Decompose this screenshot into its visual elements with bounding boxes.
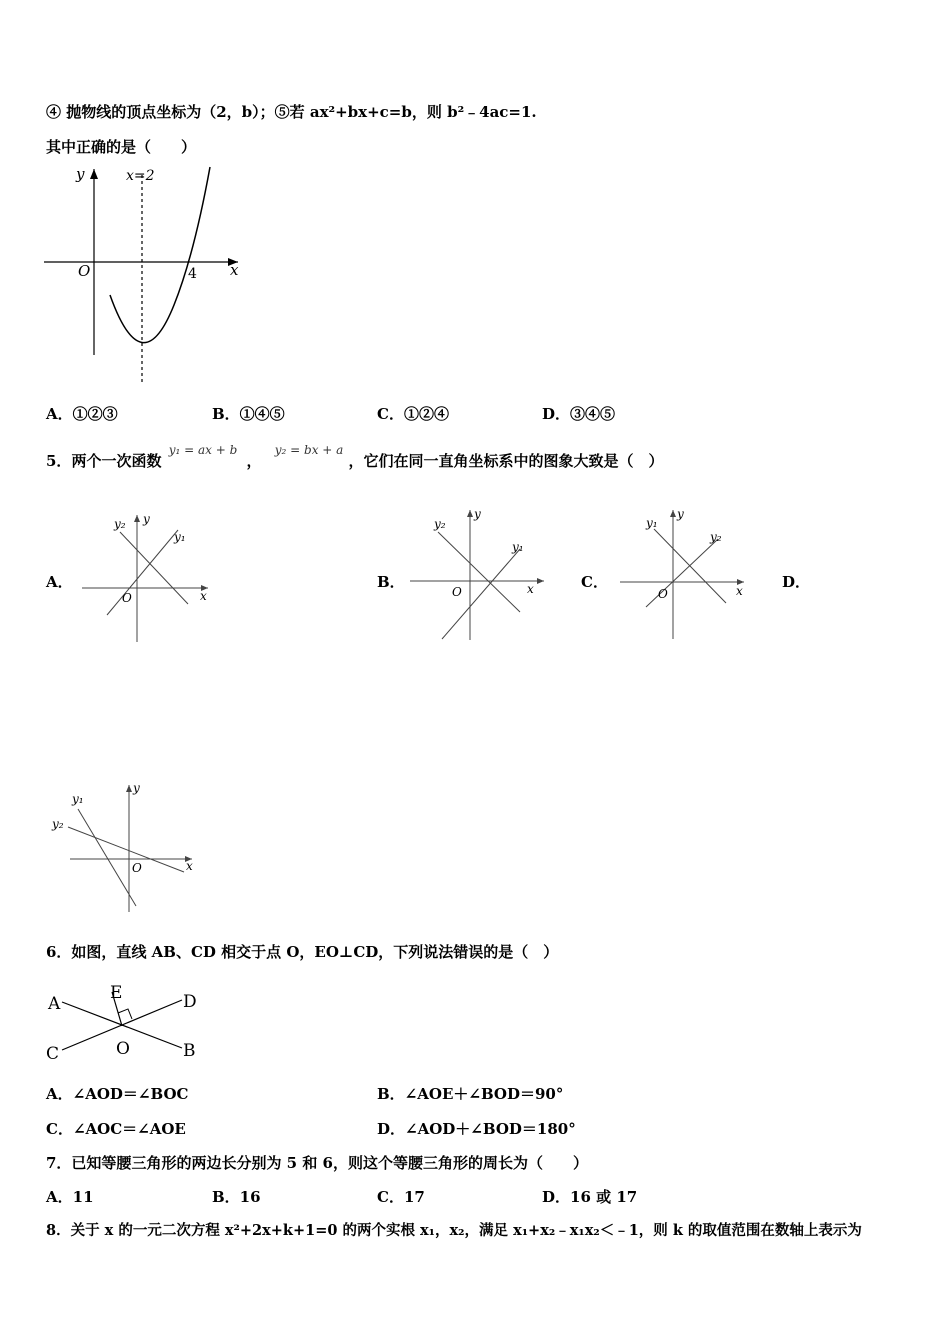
q6-label-e: E — [110, 983, 123, 1003]
q5-sep: ， — [246, 452, 262, 470]
q4-root-label: 4 — [188, 266, 197, 282]
q5-graph-d — [50, 782, 200, 917]
q5d-y1-label: y₁ — [72, 792, 84, 806]
q4-option-d[interactable]: D．③④⑤ — [542, 405, 616, 423]
q6-label-d: D — [183, 992, 197, 1012]
q4-statement-line: ④ 抛物线的顶点坐标为（2，b）；⑤若 ax²+bx+c=b，则 b²﹣4ac=1. — [46, 103, 537, 121]
q5-question — [46, 443, 664, 472]
q4-option-c[interactable]: C．①②④ — [377, 405, 449, 423]
q5c-y-label: y — [677, 507, 684, 521]
q6-option-d[interactable]: D．∠AOD＋∠BOD＝180° — [377, 1120, 576, 1138]
q6-label-a: A — [48, 994, 61, 1014]
q6-label-o: O — [116, 1039, 130, 1059]
q5b-y2-label: y₂ — [434, 517, 446, 531]
q4-prompt: 其中正确的是（ ） — [46, 138, 197, 156]
q5a-y1-label: y₁ — [174, 530, 186, 544]
q6-option-c[interactable]: C．∠AOC＝∠AOE — [46, 1120, 186, 1138]
q7-option-d[interactable]: D．16 或 17 — [542, 1188, 638, 1206]
q5-text-pre: 两个一次函数 — [71, 452, 162, 470]
q5b-y1-label: y₁ — [512, 540, 524, 554]
q6-figure — [44, 978, 214, 1068]
q5-option-d[interactable]: D． — [782, 573, 811, 591]
q5-func2: y₂ = bx + a — [274, 443, 344, 457]
q7-option-c[interactable]: C．17 — [377, 1188, 425, 1206]
q5a-x-label: x — [200, 589, 207, 603]
q5-option-a[interactable]: A． — [46, 573, 73, 591]
q5-option-b[interactable]: B． — [377, 573, 405, 591]
q4-y-label: y — [76, 165, 85, 183]
q5-text-post: ，它们在同一直角坐标系中的图象大致是（ ） — [348, 452, 664, 470]
q7-question: 7．已知等腰三角形的两边长分别为 5 和 6，则这个等腰三角形的周长为（ ） — [46, 1154, 588, 1172]
q8-question: 8．关于 x 的一元二次方程 x²+2x+k+1=0 的两个实根 x₁，x₂，满足 x₁+x₂﹣x₁x₂＜﹣1，则 k 的取值范围在数轴上表示为 — [46, 1222, 862, 1239]
q5d-y-label: y — [133, 781, 140, 795]
q6-label-c: C — [46, 1044, 60, 1064]
q5b-y-label: y — [474, 507, 481, 521]
q4-parabola-graph — [44, 165, 244, 387]
q7-option-a[interactable]: A．11 — [46, 1188, 94, 1206]
q5c-y1-label: y₁ — [646, 516, 658, 530]
q5-func1: y₁ = ax + b — [168, 443, 238, 457]
q4-option-b[interactable]: B．①④⑤ — [212, 405, 285, 423]
q4-origin-label: O — [78, 262, 91, 280]
q5-graph-a — [80, 510, 215, 645]
q6-option-a[interactable]: A．∠AOD＝∠BOC — [46, 1085, 189, 1103]
q5c-o-label: O — [658, 587, 668, 601]
q5-graph-b — [408, 505, 548, 645]
q5-number: 5． — [46, 452, 72, 470]
q5d-y2-label: y₂ — [52, 817, 64, 831]
q5a-o-label: O — [122, 591, 132, 605]
q5-option-c[interactable]: C． — [581, 573, 608, 591]
q5a-y2-label: y₂ — [114, 517, 126, 531]
q7-option-b[interactable]: B．16 — [212, 1188, 261, 1206]
q4-vline-label: x=2 — [126, 168, 155, 184]
q4-option-a[interactable]: A．①②③ — [46, 405, 118, 423]
q4-x-label: x — [230, 261, 239, 279]
q5a-y-label: y — [143, 512, 150, 526]
q5d-o-label: O — [132, 861, 142, 875]
q5c-x-label: x — [736, 584, 743, 598]
q6-option-b[interactable]: B．∠AOE＋∠BOD＝90° — [377, 1085, 564, 1103]
q6-question: 6．如图，直线 AB、CD 相交于点 O，EO⊥CD，下列说法错误的是（ ） — [46, 943, 559, 961]
q5b-o-label: O — [452, 585, 462, 599]
q5c-y2-label: y₂ — [710, 530, 722, 544]
q6-label-b: B — [183, 1041, 196, 1061]
q5b-x-label: x — [527, 582, 534, 596]
q5d-x-label: x — [186, 859, 193, 873]
q5-graph-c — [618, 505, 753, 645]
